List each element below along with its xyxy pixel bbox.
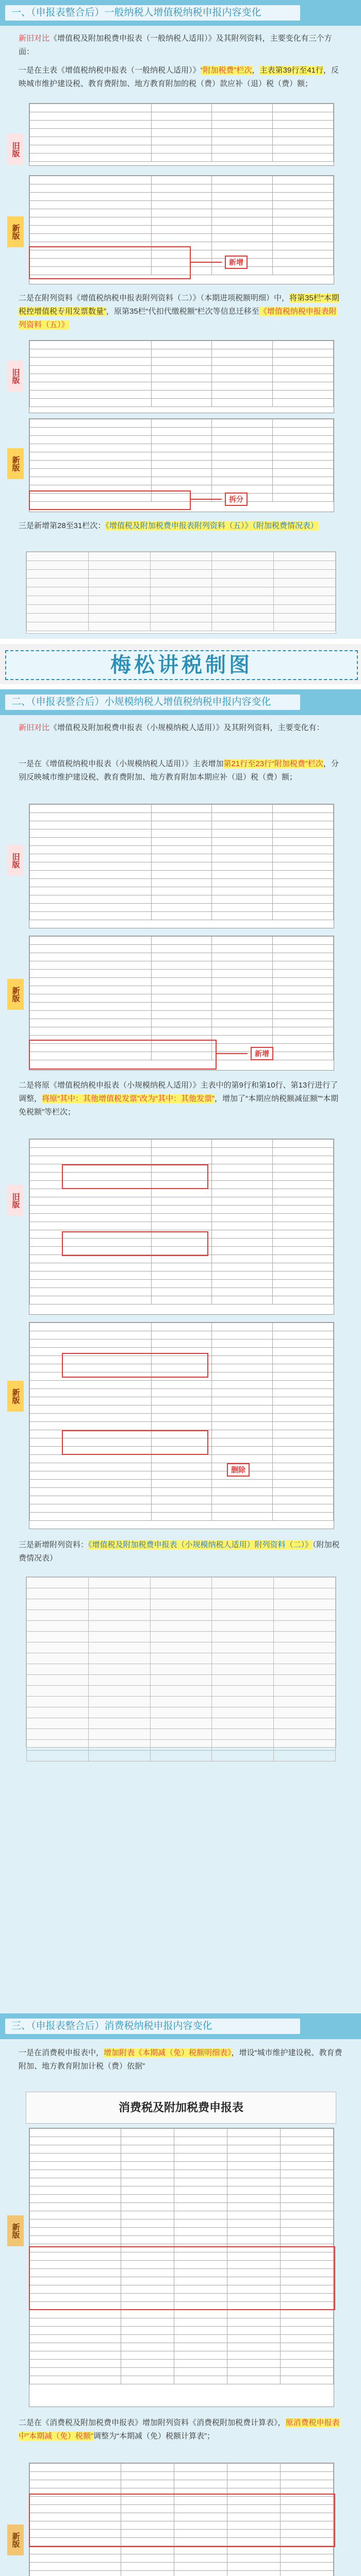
- section-1-point-2: 二是在附列资料《增值税纳税申报表附列资料（二）》（本期进项税额明细）中，将第35栏“本期税控增值税专用发票数量”，原第35栏“代扣代缴税额”栏次等信息迁移至《增值税纳税申报表附列资料（五）》: [19, 294, 339, 329]
- label-old-1: 旧版: [7, 134, 24, 165]
- arrow: [217, 1053, 248, 1054]
- section-2-intro: 新旧对比《增值税及附加税费申报表（小规模纳税人适用）》及其附列资料，主要变化有：: [19, 723, 324, 732]
- stamp-new-2: 新增: [251, 1047, 273, 1060]
- highlight-new-rows-2: [29, 1040, 217, 1070]
- form-old-attach-2: [29, 340, 334, 413]
- label-new-5: 新版: [7, 2215, 24, 2246]
- arrow: [191, 499, 222, 500]
- form-small-attach-2-preview: [26, 1577, 336, 1748]
- stamp-cut: 拆分: [225, 493, 248, 506]
- section-2-point-3: 三是新增附列资料：《增值税及附加税费申报表（小规模纳税人适用）附列资料（二）》（附加税费情况表）: [19, 1540, 340, 1563]
- section-2-title: 二、（申报表整合后）小规模纳税人增值税纳税申报内容变化: [5, 694, 300, 710]
- form-old-small-main: [29, 804, 334, 928]
- stamp-new: 新增: [225, 256, 248, 269]
- brand-banner: [0, 644, 361, 684]
- highlight-row: [62, 1430, 208, 1455]
- section-1-point-3: 三是新增第28至31栏次：《增值税及附加税费申报表附列资料（五）》（附加税费情况表）: [19, 521, 318, 530]
- section-1-header: [0, 0, 361, 26]
- highlight-row: [62, 1231, 208, 1256]
- doc-title: 消费税及附加税费申报表: [118, 2101, 243, 2114]
- arrow: [191, 262, 222, 263]
- brand-banner-title: 梅松讲税制图: [5, 650, 358, 680]
- label-new-6: 新版: [7, 2524, 24, 2555]
- doc-title-box: [26, 2092, 336, 2124]
- highlight-consumption-rows: [29, 2246, 335, 2310]
- section-3-point-2: 二是在《消费税及附加税费申报表》增加附列资料《消费税附加税费计算表》，原消费税申报表中“本期减（免）税额”调整为“本期减（免）税额计算表”；: [19, 2418, 340, 2441]
- label-new-2: 新版: [7, 448, 24, 479]
- stamp-cut-2: 删除: [227, 1463, 250, 1477]
- section-1-title: 一、（申报表整合后）一般纳税人增值税纳税申报内容变化: [5, 5, 300, 21]
- highlight-row: [62, 1353, 208, 1378]
- section-3-header: [0, 2013, 361, 2039]
- section-2-header: [0, 689, 361, 715]
- label-old-2: 旧版: [7, 361, 24, 392]
- highlight-new-rows: [29, 246, 191, 279]
- section-2-point-1: 一是在《增值税纳税申报表（小规模纳税人适用）》主表增加第21行至23行“附加税费”栏次，分别反映城市维护建设税、教育费附加、地方教育附加本期应补（退）税（费）额；: [19, 759, 339, 782]
- section-1-point-1: 一是在主表《增值税纳税申报表（一般纳税人适用）》“附加税费”栏次，主表第39行至41行，反映城市维护建设税、教育费附加、地方教育附加的税（费）款应补（退）税（费）额；: [19, 66, 339, 88]
- form-attach-5-preview: [26, 551, 336, 634]
- highlight-consumption-rows-2: [29, 2494, 335, 2547]
- section-3-title: 三、（申报表整合后）消费税纳税申报内容变化: [5, 2019, 300, 2034]
- section-2-point-2: 二是将原《增值税纳税申报表（小规模纳税人适用）》主表中的第9行和第10行、第13行进行了调整，将原“其中：其他增值税发票”改为“其中：其他发票”，增加了“本期应纳税额减征额”“本期免税额”等栏次；: [19, 1081, 338, 1116]
- section-3-point-1: 一是在消费税申报表中，增加附表《本期减（免）税额明细表》，增设“城市维护建设税、教育费附加、地方教育附加计税（费）依据”: [19, 2048, 342, 2071]
- label-old-3: 旧版: [7, 845, 24, 876]
- section-1-intro: 新旧对比《增值税及附加税费申报表（一般纳税人适用）》及其附列资料，主要变化有三个方面：: [19, 34, 332, 56]
- label-new-3: 新版: [7, 979, 24, 1010]
- form-old-vat-main: [29, 103, 334, 166]
- highlight-row: [62, 1164, 208, 1189]
- label-new-1: 新版: [7, 216, 24, 247]
- highlight-cut-rows: [29, 490, 191, 510]
- label-new-4: 新版: [7, 1381, 24, 1412]
- label-old-4: 旧版: [7, 1185, 24, 1216]
